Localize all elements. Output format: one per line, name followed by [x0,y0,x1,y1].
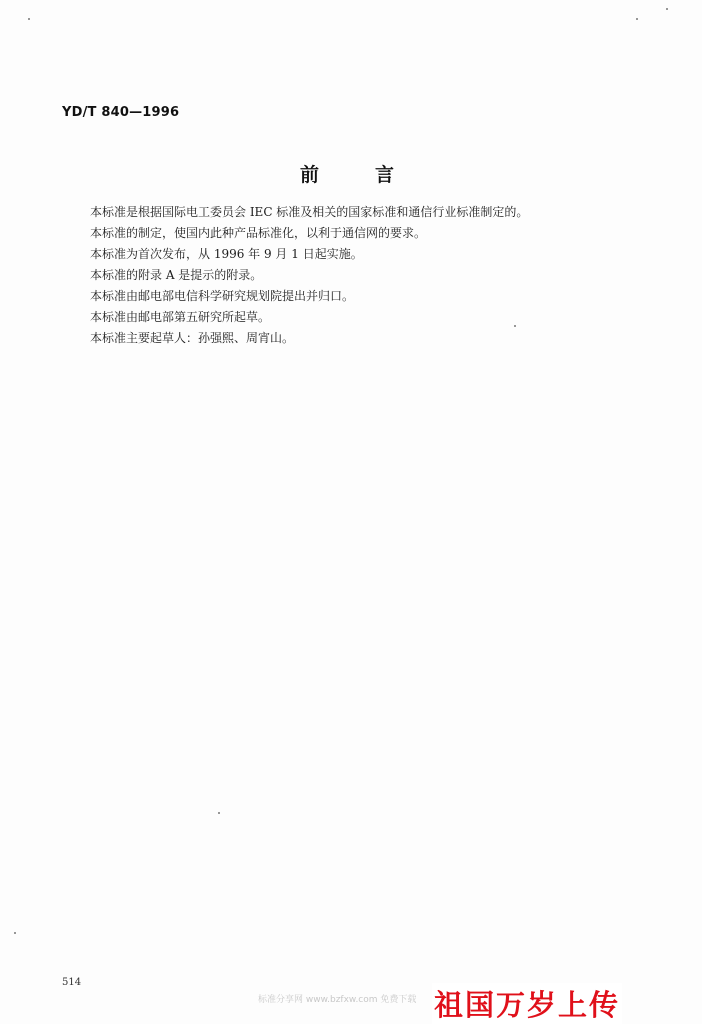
paragraph-line: 本标准的附录 A 是提示的附录。 [90,268,263,282]
scan-speck [14,932,16,934]
paragraph-line: 本标准由邮电部电信科学研究规划院提出并归口。 [90,289,355,303]
paragraph-line: 本标准由邮电部第五研究所起草。 [90,310,271,324]
standard-code: YD/T 840—1996 [62,105,180,120]
scan-speck [666,8,668,10]
scan-speck [218,812,220,814]
scan-speck [28,18,30,20]
page-number: 514 [62,977,82,988]
scan-speck [636,18,638,20]
watermark-text: 标准分享网 www.bzfxw.com 免费下载 [258,995,417,1005]
paragraph-line: 本标准的制定，使国内此种产品标准化，以利于通信网的要求。 [90,226,427,240]
paragraph-line: 本标准是根据国际电工委员会 IEC 标准及相关的国家标准和通信行业标准制定的。 [90,205,529,219]
upload-stamp: 祖国万岁上传 [432,983,622,1024]
paragraph-line: 本标准主要起草人：孙强熙、周宵山。 [90,331,295,345]
foreword-body [90,202,650,349]
paragraph-line: 本标准为首次发布，从 1996 年 9 月 1 日起实施。 [90,247,363,261]
section-title: 前言 [300,164,451,186]
